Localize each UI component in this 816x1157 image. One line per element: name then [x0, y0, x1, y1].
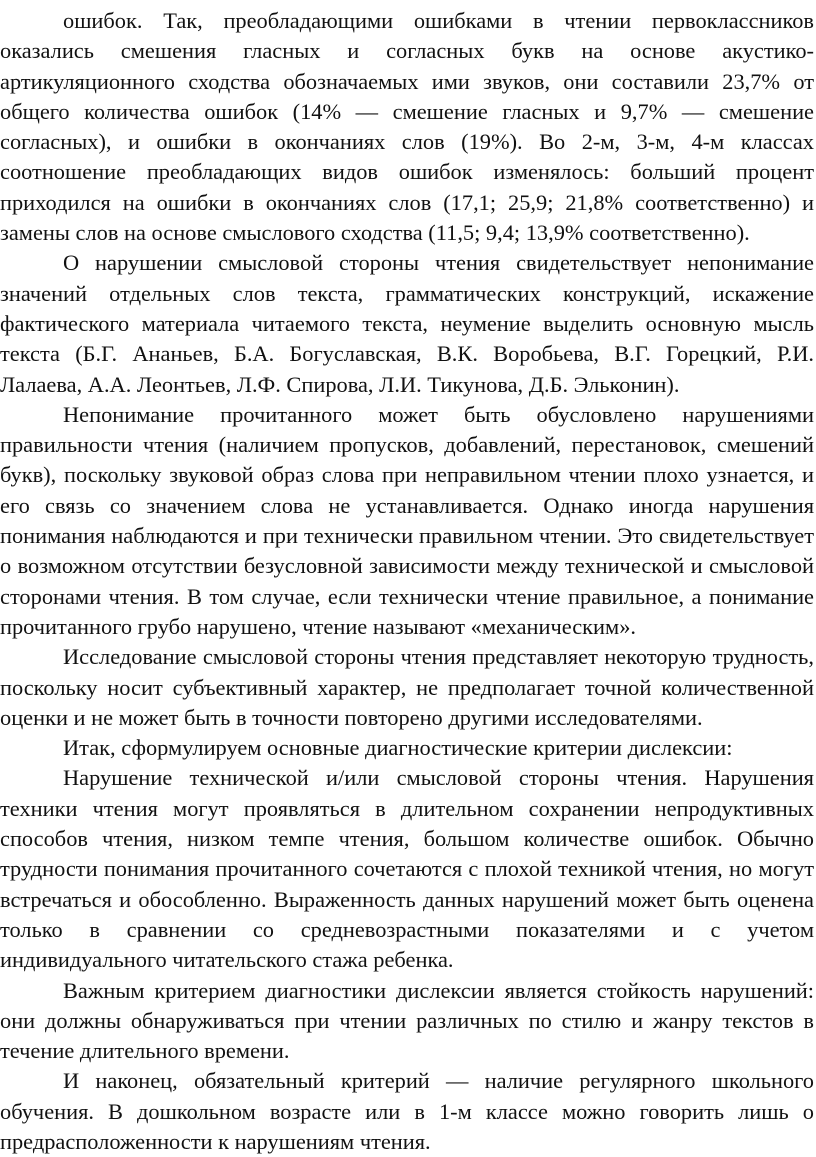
paragraph-criterion-schooling: И наконец, обязательный критерий — наличие регулярного школьного обучения. В дошкольном возрасте или в 1-м классе можно говорить лишь о предрасположенности к нарушениям чтения. [0, 1068, 814, 1154]
paragraph-criteria-intro: Итак, сформулируем основные диагностические критерии дислексии: [63, 735, 733, 761]
paragraph-misunderstanding-causes: Непонимание прочитанного может быть обусловлено нарушениями правильности чтения (наличием пропусков, добавлений, перестановок, смешений букв), поскольку звуковой образ слова при неправильном чтении плохо узнается, и его связь со значением слова не устанавливается. Однако иногда нарушения понимания наблюдаются и при технически правильном чтении. Это свидетельствует о возможном отсутствии безусловной зависимости между технической и смысловой сторонами чтения. В том случае, если технически чтение правильное, а понимание прочитанного грубо нарушено, чтение называют «механическим». [0, 401, 814, 639]
paragraph-semantic-reading-impairment: О нарушении смысловой стороны чтения свидетельствует непонимание значений отдельных слов текста, грамматических конструкций, искажение фактического материала читаемого текста, неумение выделить основную мысль текста (Б.Г. Ананьев, Б.А. Богуславская, В.К. Воробьева, В.Г. Горецкий, Р.И. Лалаева, А.А. Леонтьев, Л.Ф. Спирова, Л.И. Тикунова, Д.Б. Эльконин). [0, 250, 814, 397]
paragraph-criterion-persistence: Важным критерием диагностики дислексии является стойкость нарушений: они должны обнаруживаться при чтении различных по стилю и жанру текстов в течение длительного времени. [0, 977, 814, 1064]
paragraph-error-statistics: ошибок. Так, преобладающими ошибками в чтении первоклассников оказались смешения гласных и согласных букв на основе акустико-артикуляционного сходства обозначаемых ими звуков, они составили 23,7% от общего количества ошибок (14% — смешение гласных и 9,7% — смешение согласных), и ошибки в окончаниях слов (19%). Во 2-м, 3-м, 4-м классах соотношение преобладающих видов ошибок изменялось: больший процент приходился на ошибки в окончаниях слов (17,1; 25,9; 21,8% соответственно) и замены слов на основе смыслового сходства (11,5; 9,4; 13,9% соответственно). [0, 8, 814, 246]
paragraph-research-difficulty: Исследование смысловой стороны чтения представляет некоторую трудность, поскольку носит субъективный характер, не предполагает точной количественной оценки и не может быть в точности повторено другими исследователями. [0, 644, 814, 730]
paragraph-criterion-technical-semantic: Нарушение технической и/или смысловой стороны чтения. Нарушения техники чтения могут проявляться в длительном сохранении непродуктивных способов чтения, низком темпе чтения, большом количестве ошибок. Обычно трудности понимания прочитанного сочетаются с плохой техникой чтения, но могут встречаться и обособленно. Выраженность данных нарушений может быть оценена только в сравнении со средневозрастными показателями и с учетом индивидуального читательского стажа ребенка. [0, 765, 814, 973]
